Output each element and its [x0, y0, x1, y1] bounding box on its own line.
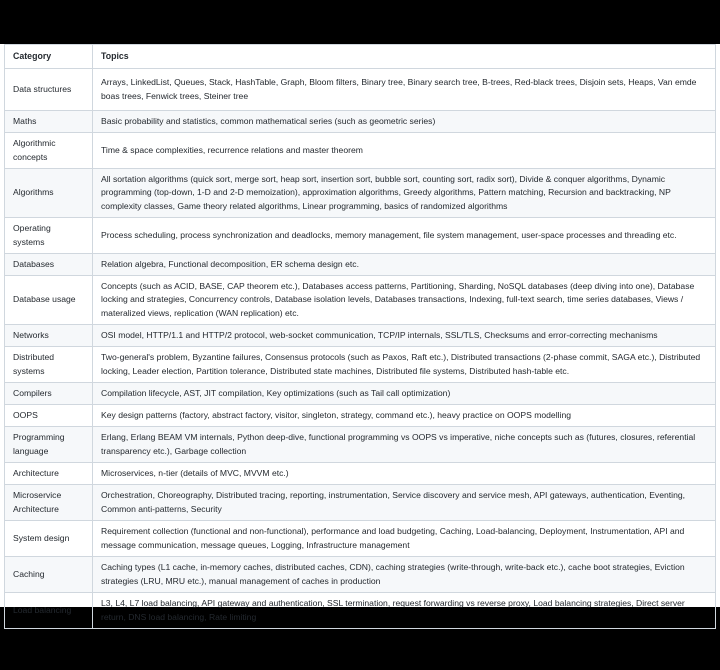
category-cell: OOPS	[5, 405, 93, 427]
topics-cell: Concepts (such as ACID, BASE, CAP theorem etc.), Databases access patterns, Partitioning, Sharding, NoSQL databases (deep diving into one), Database locking and strategies, Concurrency controls, Database isolation levels, Databases transactions, Indexing, full-text search, time series databases, Views / materalized views, replication (WAN replication) etc.	[93, 276, 716, 325]
category-cell: Distributed systems	[5, 347, 93, 383]
topics-cell: Key design patterns (factory, abstract factory, visitor, singleton, strategy, command etc.), heavy practice on OOPS modelling	[93, 405, 716, 427]
category-cell: Database usage	[5, 276, 93, 325]
topics-cell: Compilation lifecycle, AST, JIT compilation, Key optimizations (such as Tail call optimization)	[93, 383, 716, 405]
category-cell: Operating systems	[5, 218, 93, 254]
topics-cell: Two-general's problem, Byzantine failures, Consensus protocols (such as Paxos, Raft etc.), Distributed transactions (2-phase commit, SAGA etc.), Distributed locking, Leader election, Partition tolerance, Distributed state machines, Distributed file systems, Distributed hash-table etc.	[93, 347, 716, 383]
category-cell: Programming language	[5, 427, 93, 463]
topics-cell: Microservices, n-tier (details of MVC, MVVM etc.)	[93, 463, 716, 485]
topics-cell: Arrays, LinkedList, Queues, Stack, HashTable, Graph, Bloom filters, Binary tree, Binary search tree, B-trees, Red-black trees, Disjoin sets, Heaps, Van emde boas trees, Fenwick trees, Steiner tree	[93, 69, 716, 111]
category-cell: Microservice Architecture	[5, 485, 93, 521]
table-row	[5, 133, 716, 169]
table-row	[5, 111, 716, 133]
topics-cell: OSI model, HTTP/1.1 and HTTP/2 protocol, web-socket communication, TCP/IP internals, SSL/TLS, Checksums and error-correcting mechanisms	[93, 325, 716, 347]
document-page	[0, 44, 720, 622]
table-row	[5, 593, 716, 629]
table-row	[5, 276, 716, 325]
table-row	[5, 347, 716, 383]
topics-cell: Requirement collection (functional and non-functional), performance and load budgeting, Caching, Load-balancing, Deployment, Instrumentation, API and message communication, message queues, Logging, Infrastructure management	[93, 521, 716, 557]
topics-table	[4, 44, 716, 629]
table-row	[5, 169, 716, 218]
topics-cell: Relation algebra, Functional decomposition, ER schema design etc.	[93, 254, 716, 276]
table-row	[5, 521, 716, 557]
table-row	[5, 463, 716, 485]
table-row	[5, 427, 716, 463]
category-cell: Maths	[5, 111, 93, 133]
table-row	[5, 69, 716, 111]
category-cell: Networks	[5, 325, 93, 347]
topics-cell: Caching types (L1 cache, in-memory caches, distributed caches, CDN), caching strategies (write-through, write-back etc.), cache boot strategies, Eviction strategies (LRU, MRU etc.), manual management of caches in production	[93, 557, 716, 593]
table-row	[5, 557, 716, 593]
topics-cell: Basic probability and statistics, common mathematical series (such as geometric series)	[93, 111, 716, 133]
topics-cell: Erlang, Erlang BEAM VM internals, Python deep-dive, functional programming vs OOPS vs imperative, niche concepts such as (futures, closures, referential transparency etc.), Garbage collection	[93, 427, 716, 463]
category-cell: Caching	[5, 557, 93, 593]
topics-cell: Process scheduling, process synchronization and deadlocks, memory management, file system management, user-space processes and threading etc.	[93, 218, 716, 254]
table-row	[5, 485, 716, 521]
category-cell: Algorithms	[5, 169, 93, 218]
category-cell: Databases	[5, 254, 93, 276]
table-row	[5, 218, 716, 254]
topics-cell: Orchestration, Choreography, Distributed tracing, reporting, instrumentation, Service discovery and service mesh, API gateways, authentication, Eventing, Common anti-patterns, Security	[93, 485, 716, 521]
header-category: Category	[5, 45, 93, 69]
topics-cell: All sortation algorithms (quick sort, merge sort, heap sort, insertion sort, bubble sort, counting sort, radix sort), Divide & conquer algorithms, Dynamic programming (top-down, 1-D and 2-D memoization), approximation algorithms, Greedy algorithms, Pattern matching, Recursion and backtracking, NP complexity classes, Game theory related algorithms, Linear programming, basics of randomized algorithms	[93, 169, 716, 218]
table-row	[5, 383, 716, 405]
table-row	[5, 254, 716, 276]
category-cell: System design	[5, 521, 93, 557]
table-row	[5, 405, 716, 427]
category-cell: Architecture	[5, 463, 93, 485]
topics-cell: Time & space complexities, recurrence relations and master theorem	[93, 133, 716, 169]
header-topics: Topics	[93, 45, 716, 69]
category-cell: Data structures	[5, 69, 93, 111]
category-cell: Load balancing	[5, 593, 93, 629]
table-row	[5, 325, 716, 347]
category-cell: Algorithmic concepts	[5, 133, 93, 169]
table-header-row	[5, 45, 716, 69]
topics-cell: L3, L4, L7 load balancing, API gateway and authentication, SSL termination, request forwarding vs reverse proxy, Load balancing strategies, Direct server return, DNS load balancing, Rate limiting	[93, 593, 716, 629]
category-cell: Compilers	[5, 383, 93, 405]
